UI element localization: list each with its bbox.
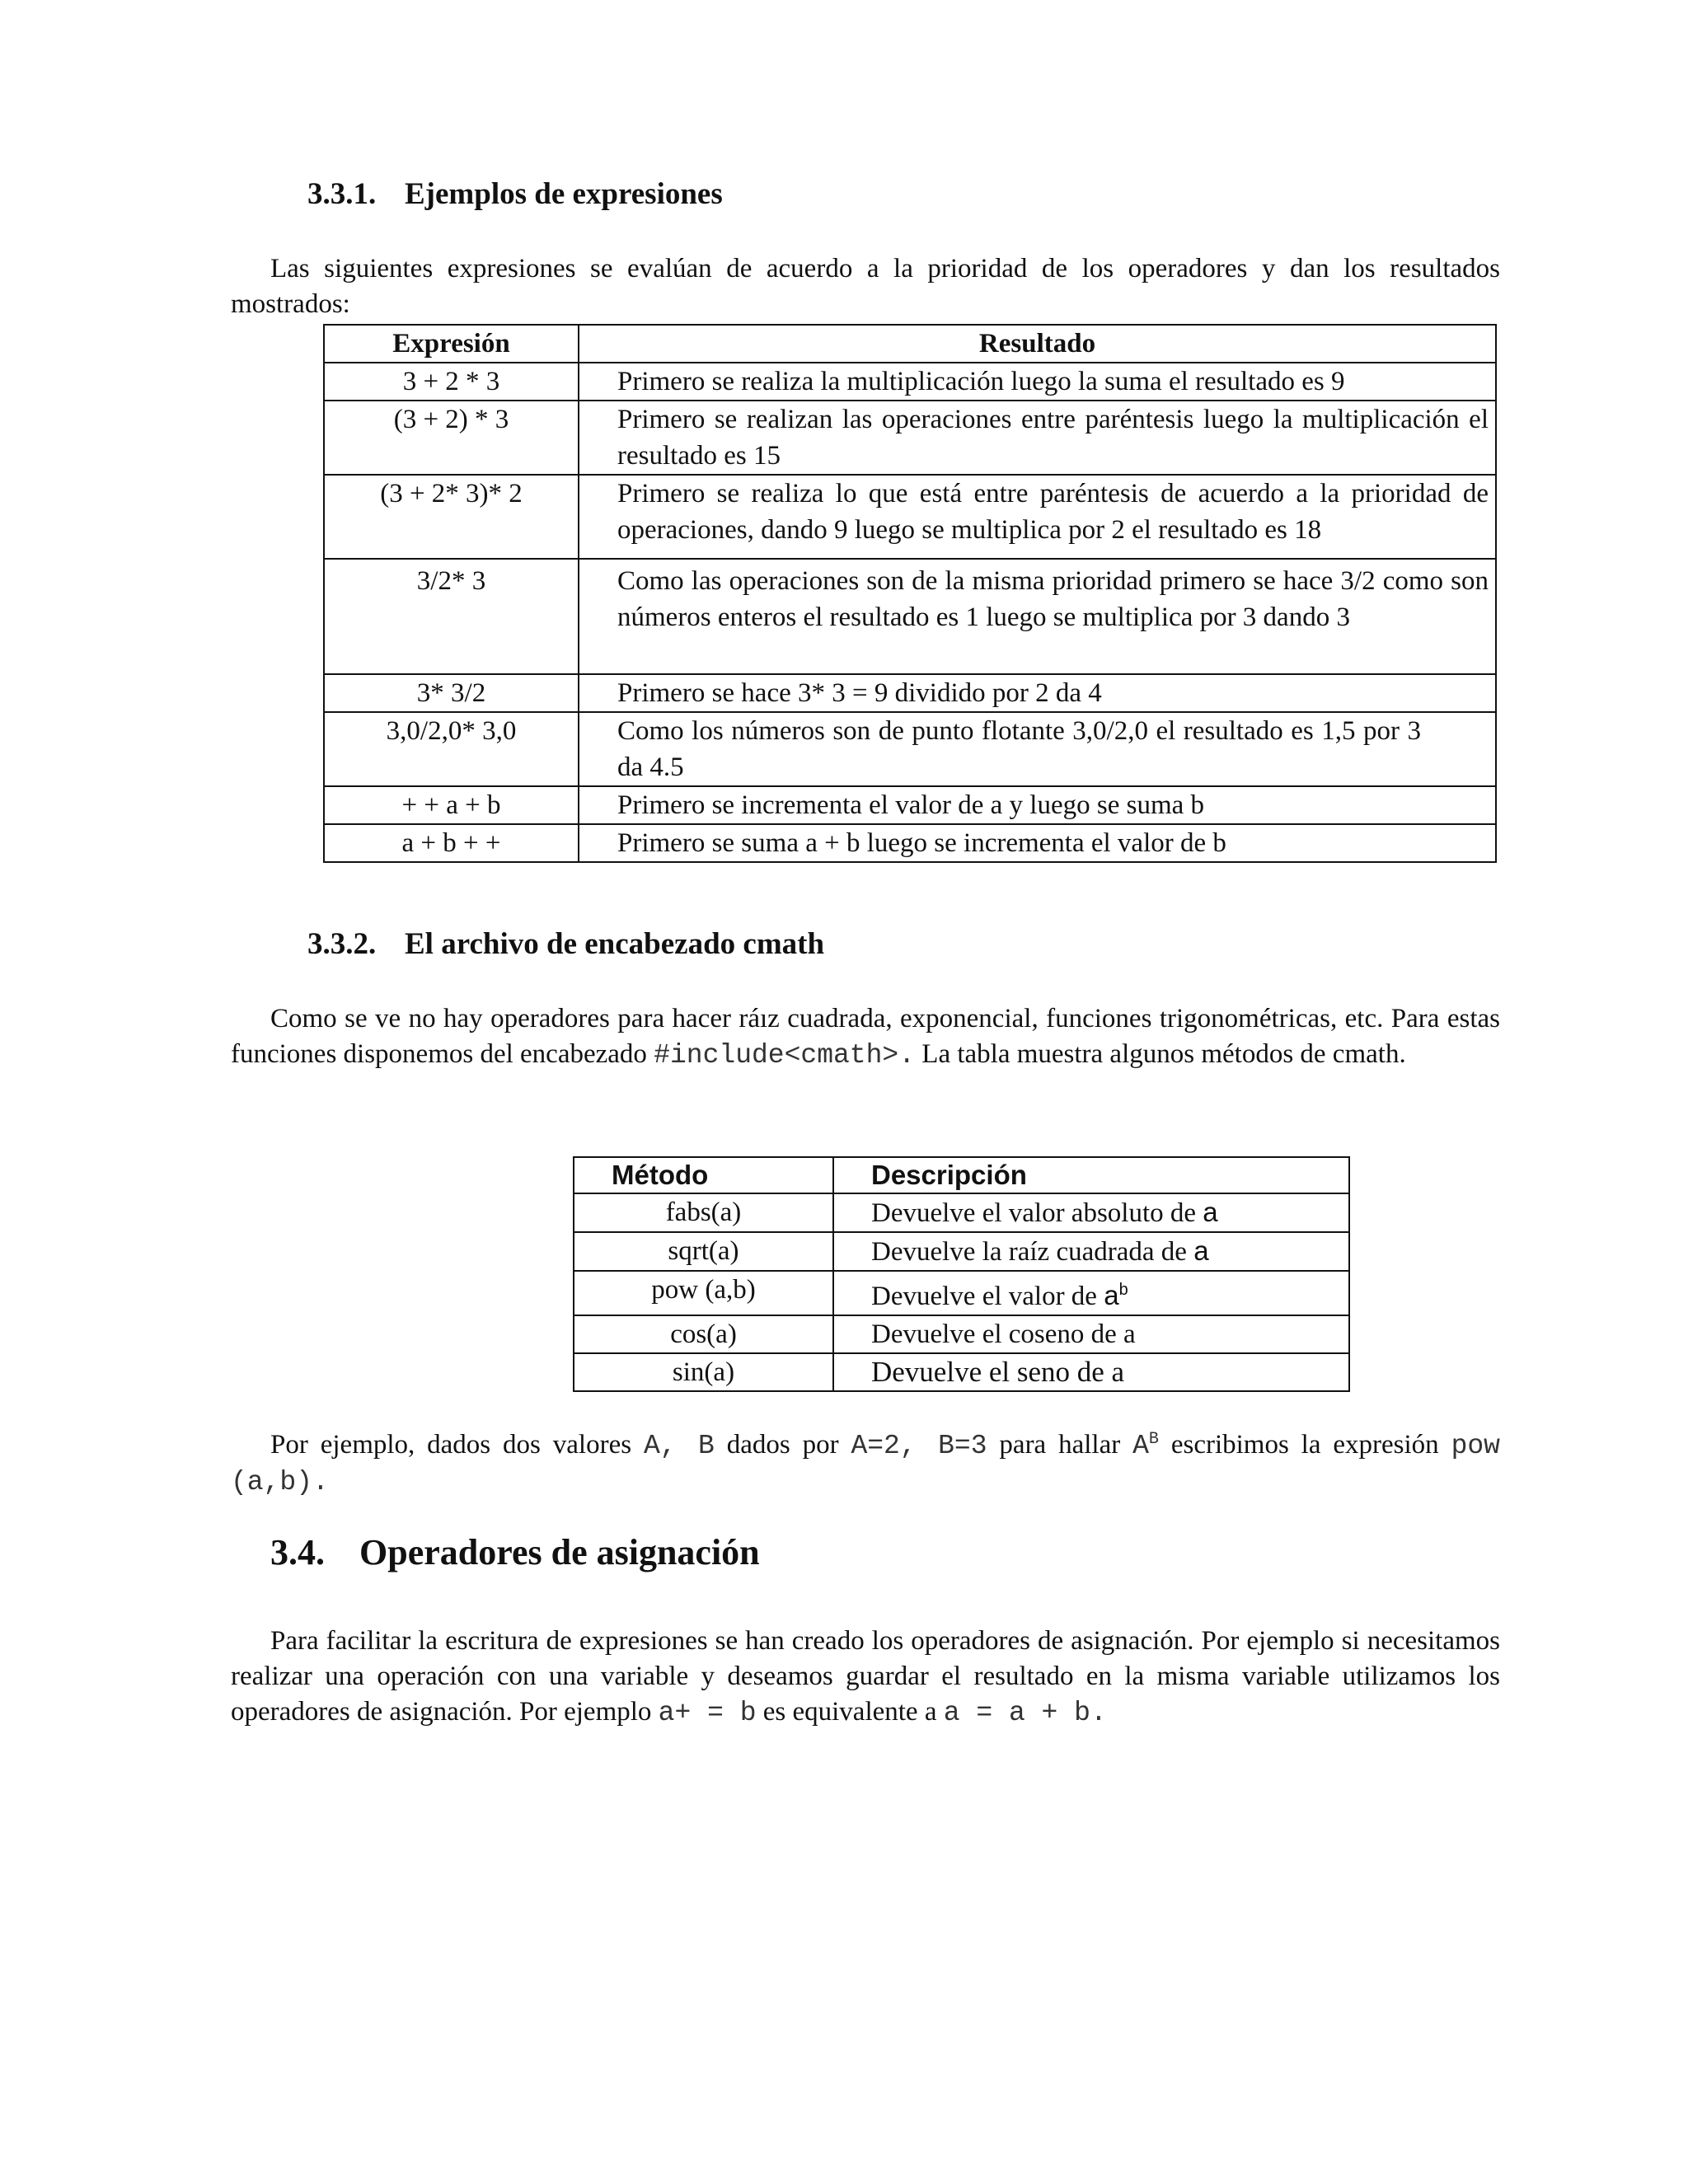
section-title: El archivo de encabezado cmath	[405, 927, 825, 961]
section-title: Operadores de asignación	[359, 1532, 760, 1572]
description-cell: Devuelve el seno de a	[833, 1353, 1349, 1391]
code-inline: A	[1132, 1431, 1149, 1461]
expressions-table	[323, 324, 1497, 863]
argument-text: a	[1203, 1197, 1218, 1227]
table-row	[574, 1271, 1349, 1315]
section-heading-331	[307, 176, 723, 212]
result-cell: Primero se realizan las operaciones entre paréntesis luego la multiplicación el resultado es 15	[579, 401, 1496, 475]
paragraph-text: Para facilitar la escritura de expresiones se han creado los operadores de asignación. Por ejemplo si necesitamos realizar una operación con una variable y deseamos guardar el resultado en la misma variable utilizamos los operadores de asignación. Por ejemplo	[231, 1626, 1500, 1727]
table-row	[574, 1353, 1349, 1391]
result-cell: Primero se realiza la multiplicación luego la suma el resultado es 9	[579, 363, 1496, 401]
paragraph-text: escribimos la expresión	[1158, 1430, 1451, 1460]
pow-example-paragraph	[231, 1422, 1500, 1500]
method-cell: sqrt(a)	[574, 1232, 833, 1271]
paragraph-text: es equivalente a	[756, 1697, 944, 1727]
table-row	[324, 824, 1496, 862]
expression-cell: (3 + 2) * 3	[324, 401, 579, 475]
header-resultado: Resultado	[579, 325, 1496, 363]
table-row	[324, 674, 1496, 712]
result-cell: Primero se hace 3* 3 = 9 dividido por 2 da 4	[579, 674, 1496, 712]
method-cell: sin(a)	[574, 1353, 833, 1391]
paragraph-text: para hallar	[987, 1430, 1133, 1460]
assignment-paragraph	[231, 1624, 1500, 1731]
expression-cell: 3* 3/2	[324, 674, 579, 712]
description-text: Devuelve el valor absoluto de	[871, 1198, 1203, 1228]
table-row	[324, 559, 1496, 674]
table-row	[324, 475, 1496, 559]
table-row	[574, 1193, 1349, 1232]
cmath-paragraph	[231, 1001, 1500, 1073]
table-row	[324, 712, 1496, 786]
description-cell	[833, 1232, 1349, 1271]
method-cell: cos(a)	[574, 1315, 833, 1353]
table-row	[324, 786, 1496, 824]
paragraph-text: Como se ve no hay operadores para hacer ráız cuadrada, exponencial, funciones trigonométricas, etc. Para estas funciones disponemos del encabezado	[231, 1004, 1500, 1069]
description-cell: Devuelve el coseno de a	[833, 1315, 1349, 1353]
expression-cell: 3 + 2 * 3	[324, 363, 579, 401]
code-include: #include<cmath>.	[654, 1040, 916, 1071]
section-number: 3.4.	[270, 1532, 325, 1572]
cmath-methods-table	[573, 1156, 1350, 1392]
paragraph-text: La tabla muestra algunos métodos de cmath.	[915, 1039, 1406, 1069]
result-cell: Primero se incrementa el valor de a y luego se suma b	[579, 786, 1496, 824]
description-text: Devuelve el valor de	[871, 1282, 1104, 1311]
method-cell: fabs(a)	[574, 1193, 833, 1232]
paragraph-text: dados por	[714, 1430, 851, 1460]
table-row	[324, 401, 1496, 475]
result-cell: Primero se suma a + b luego se incrementa el valor de b	[579, 824, 1496, 862]
argument-text: a	[1104, 1280, 1119, 1310]
intro-paragraph: Las siguientes expresiones se evalúan de acuerdo a la prioridad de los operadores y dan los resultados mostrados:	[231, 254, 1500, 319]
description-cell	[833, 1271, 1349, 1315]
expression-cell: + + a + b	[324, 786, 579, 824]
section-heading-332	[307, 926, 824, 962]
code-inline: A, B	[643, 1431, 715, 1461]
section-heading-34	[270, 1531, 760, 1573]
expression-cell: 3,0/2,0* 3,0	[324, 712, 579, 786]
table-header-row	[324, 325, 1496, 363]
exponent-text: B	[1148, 1430, 1159, 1449]
table-row	[574, 1315, 1349, 1353]
expression-cell: (3 + 2* 3)* 2	[324, 475, 579, 559]
code-inline: A=2, B=3	[851, 1431, 987, 1461]
expression-cell: a + b + +	[324, 824, 579, 862]
code-inline: a+ = b	[658, 1698, 757, 1728]
description-cell	[833, 1193, 1349, 1232]
header-metodo: Método	[574, 1157, 833, 1193]
header-descripcion: Descripción	[833, 1157, 1349, 1193]
result-cell: Como las operaciones son de la misma prioridad primero se hace 3/2 como son números enteros el resultado es 1 luego se multiplica por 3 dando 3	[579, 559, 1496, 674]
section-title: Ejemplos de expresiones	[405, 177, 723, 211]
method-cell: pow (a,b)	[574, 1271, 833, 1315]
header-expresion: Expresión	[324, 325, 579, 363]
description-text: Devuelve la raíz cuadrada de	[871, 1237, 1194, 1267]
code-inline: a = a + b.	[943, 1698, 1107, 1728]
table-header-row	[574, 1157, 1349, 1193]
expression-cell: 3/2* 3	[324, 559, 579, 674]
table-row	[574, 1232, 1349, 1271]
exponent-text: b	[1118, 1281, 1128, 1299]
section-number: 3.3.1.	[307, 177, 377, 211]
argument-text: a	[1193, 1235, 1209, 1266]
result-cell: Primero se realiza lo que está entre paréntesis de acuerdo a la prioridad de operaciones, dando 9 luego se multiplica por 2 el resultado es 18	[579, 475, 1496, 559]
table-row	[324, 363, 1496, 401]
paragraph-text: Por ejemplo, dados dos valores	[270, 1430, 644, 1460]
result-cell: Como los números son de punto flotante 3,0/2,0 el resultado es 1,5 por 3 da 4.5	[579, 712, 1496, 786]
code-inline: pow (a,b).	[231, 1431, 1500, 1497]
section-number: 3.3.2.	[307, 927, 377, 961]
